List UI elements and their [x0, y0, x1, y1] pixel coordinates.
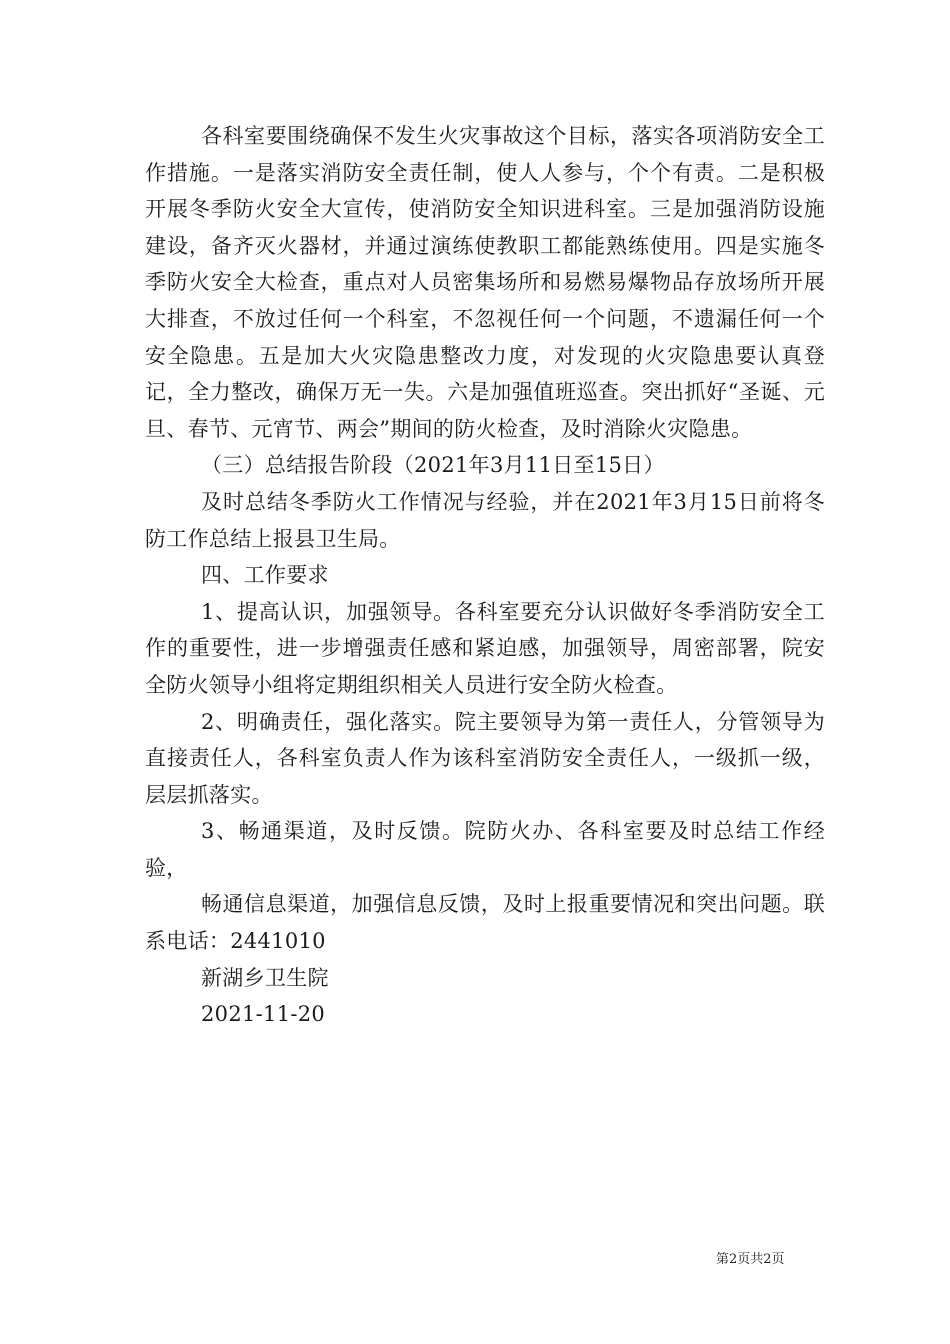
- section-summary-stage-heading: （三）总结报告阶段（2021年3月11日至15日）: [201, 453, 665, 478]
- page-number-footer: 第2页共2页: [716, 1252, 785, 1267]
- paragraph-fire-safety-measures: 各科室要围绕确保不发生火灾事故这个目标，落实各项消防安全工作措施。一是落实消防安全责任制，使人人参与，个个有责。二是积极开展冬季防火安全大宣传，使消防安全知识进科室。三是加强消防设施建设，备齐灭火器材，并通过演练使教职工都能熟练使用。四是实施冬季防火安全大检查，重点对人员密集场所和易燃易爆物品存放场所开展大排查，不放过任何一个科室，不忽视任何一个问题，不遗漏任何一个安全隐患。五是加大火灾隐患整改力度，对发现的火灾隐患要认真登记，全力整改，确保万无一失。六是加强值班巡查。突出抓好“圣诞、元旦、春节、元宵节、两会”期间的防火检查，及时消除火灾隐患。: [145, 124, 825, 441]
- paragraph-requirement-1: 1、提高认识，加强领导。各科室要充分认识做好冬季消防安全工作的重要性，进一步增强责任感和紧迫感，加强领导，周密部署，院安全防火领导小组将定期组织相关人员进行安全防火检查。: [145, 599, 825, 697]
- signature-org: 新湖乡卫生院: [201, 965, 329, 990]
- signature-date: 2021-11-20: [201, 1002, 326, 1027]
- section-work-requirements-heading: 四、工作要求: [201, 563, 329, 588]
- paragraph-summary-report: 及时总结冬季防火工作情况与经验，并在2021年3月15日前将冬防工作总结上报县卫生局。: [145, 489, 825, 551]
- paragraph-requirement-3: 3、畅通渠道，及时反馈。院防火办、各科室要及时总结工作经验，: [145, 819, 825, 880]
- paragraph-requirement-2: 2、明确责任，强化落实。院主要领导为第一责任人，分管领导为直接责任人，各科室负责人作为该科室消防安全责任人，一级抓一级，层层抓落实。: [145, 709, 825, 807]
- document-body: [145, 118, 825, 1033]
- paragraph-contact: 畅通信息渠道，加强信息反馈，及时上报重要情况和突出问题。联系电话：2441010: [145, 892, 825, 954]
